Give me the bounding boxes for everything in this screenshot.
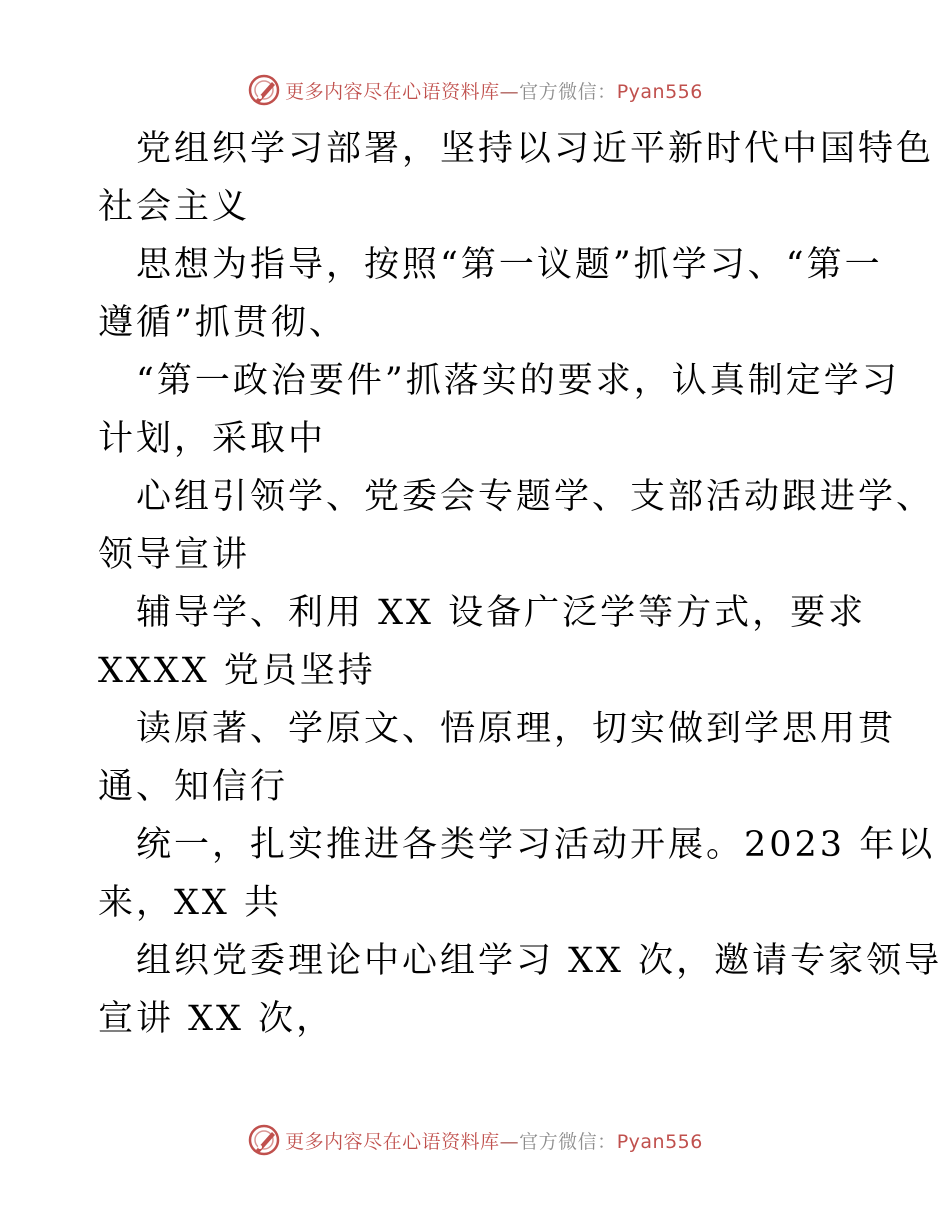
paragraph [98, 816, 936, 932]
paragraph-line: 领导宣讲 [98, 535, 251, 575]
document-body [98, 120, 943, 1048]
pen-nib-logo-icon [247, 1123, 281, 1157]
paragraph-line: 辅导学、利用 XX 设备广泛学等方式，要求 [136, 593, 867, 633]
watermark-dash: — [499, 80, 520, 103]
header-watermark [0, 72, 950, 108]
paragraph [98, 236, 883, 352]
paragraph-line: 宣讲 XX 次， [98, 999, 335, 1039]
paragraph-line: 党组织学习部署，坚持以习近平新时代中国特色 [136, 129, 935, 169]
watermark-dash: — [499, 1130, 520, 1153]
footer-watermark [0, 1122, 950, 1158]
watermark-id: Pyan556 [616, 80, 703, 103]
watermark-text [285, 77, 703, 104]
paragraph-line: XXXX 党员坚持 [98, 651, 376, 691]
watermark-label: 官方微信： [519, 1130, 617, 1153]
paragraph [98, 700, 897, 816]
watermark-text [285, 1127, 703, 1154]
paragraph-line: 心组引领学、党委会专题学、支部活动跟进学、 [136, 477, 935, 517]
paragraph-line: 通、知信行 [98, 767, 289, 807]
paragraph-line: “第一政治要件”抓落实的要求，认真制定学习 [136, 361, 900, 401]
paragraph-line: 读原著、学原文、悟原理，切实做到学思用贯 [136, 709, 897, 749]
paragraph [98, 584, 867, 700]
watermark-label: 官方微信： [519, 80, 617, 103]
watermark-main-text: 更多内容尽在心语资料库 [285, 1130, 500, 1153]
paragraph-line: 遵循”抓贯彻、 [98, 303, 347, 343]
paragraph-line: 统一，扎实推进各类学习活动开展。2023 年以 [136, 825, 936, 865]
paragraph-line: 计划，采取中 [98, 419, 327, 459]
watermark-main-text: 更多内容尽在心语资料库 [285, 80, 500, 103]
paragraph-line: 社会主义 [98, 187, 251, 227]
paragraph-line: 来，XX 共 [98, 883, 282, 923]
paragraph [98, 932, 943, 1048]
pen-nib-logo-icon [247, 73, 281, 107]
paragraph [98, 468, 935, 584]
watermark-id: Pyan556 [616, 1130, 703, 1153]
paragraph-line: 思想为指导，按照“第一议题”抓学习、“第一 [136, 245, 883, 285]
paragraph [98, 120, 935, 236]
paragraph [98, 352, 900, 468]
paragraph-line: 组织党委理论中心组学习 XX 次，邀请专家领导 [136, 941, 943, 981]
